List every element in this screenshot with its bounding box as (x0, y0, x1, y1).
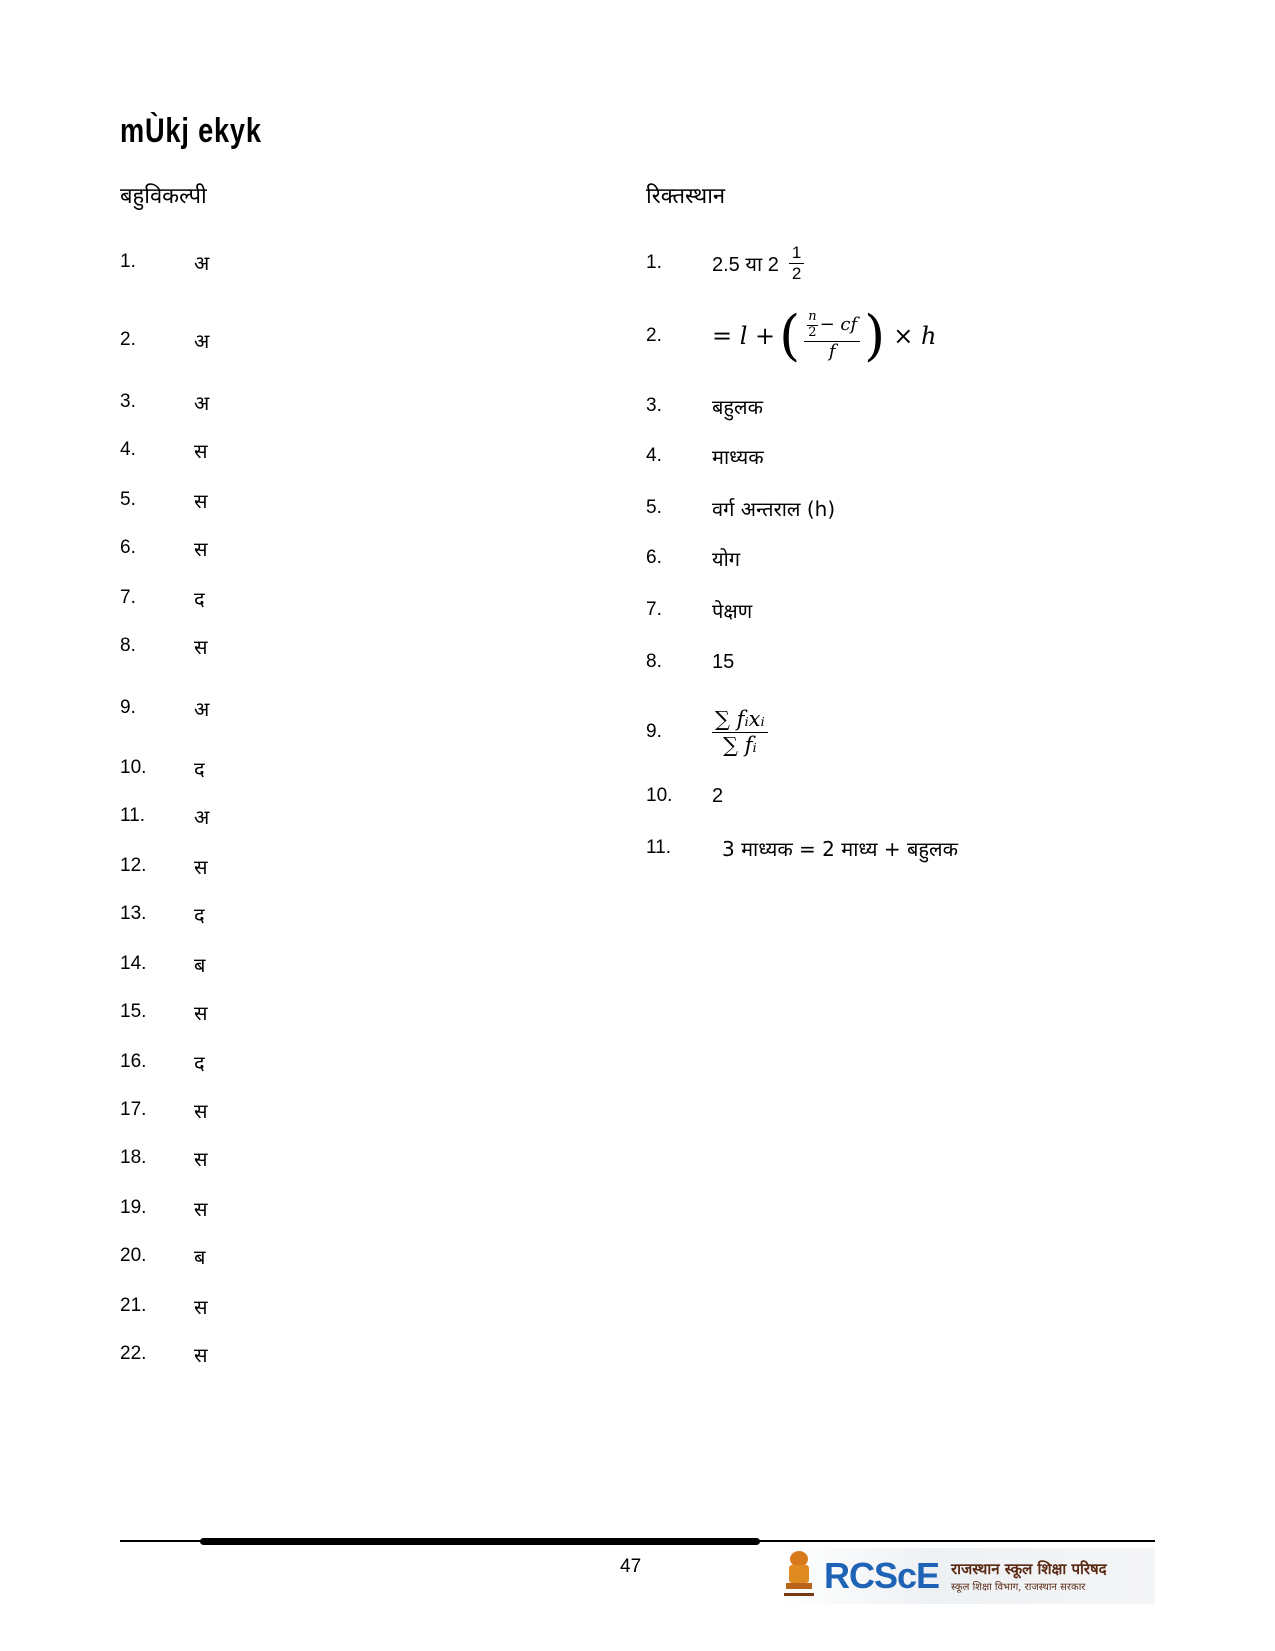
answer-number: 3. (646, 395, 662, 416)
answer-option: अ (194, 328, 210, 353)
answer-option: ब (194, 952, 206, 977)
answer-text: 3 माध्यक = 2 माध्य + बहुलक (722, 836, 958, 861)
answer-number: 13. (120, 903, 147, 924)
answer-number: 10. (120, 757, 147, 778)
right-paren: ) (864, 304, 886, 367)
mcq-heading: बहुविकल्पी (120, 184, 207, 209)
mcq-answer-row (120, 1138, 208, 1178)
answer-option: ब (194, 1244, 206, 1269)
answer-number: 1. (646, 252, 662, 273)
answer-number: 7. (646, 599, 662, 620)
answer-option: स (194, 1342, 208, 1367)
n-over-2 (807, 310, 817, 341)
answer-text: पेक्षण (712, 598, 753, 623)
mcq-answer-row (120, 992, 208, 1032)
two-symbol: 2 (808, 324, 817, 340)
fraction-numerator: ∑ fᵢxᵢ (712, 707, 768, 732)
mean-formula (712, 707, 768, 756)
mcq-answer-row (120, 320, 209, 360)
mcq-answer-row (120, 944, 205, 984)
blank-answer-1 (646, 242, 808, 284)
answer-number: 9. (120, 697, 136, 718)
mcq-answer-row (120, 242, 209, 282)
answer-text: 2 (712, 784, 724, 807)
answer-option: स (194, 634, 208, 659)
times-h: × h (893, 322, 937, 350)
brand-wordmark: RCScE (824, 1555, 940, 1596)
org-subtitle: स्कूल शिक्षा विभाग, राजस्थान सरकार (951, 1582, 1086, 1593)
answer-number: 2. (120, 329, 136, 350)
mcq-answer-row (120, 382, 209, 422)
mcq-answer-row (120, 894, 205, 934)
answer-number: 4. (646, 445, 662, 466)
mcq-answer-row (120, 1090, 208, 1130)
answer-text: माध्यक (712, 444, 764, 469)
blank-answer-7 (646, 590, 752, 630)
answer-option: द (194, 902, 205, 927)
answer-number: 6. (120, 537, 136, 558)
mcq-answer-row (120, 846, 208, 886)
fraction-denominator: 2 (791, 263, 802, 283)
answer-text: 2.5 या 2 (712, 253, 779, 276)
answer-number: 17. (120, 1099, 147, 1120)
blank-answer-9 (646, 702, 772, 762)
footer-rule-thick (200, 1538, 760, 1545)
answer-number: 2. (646, 325, 662, 346)
answer-number: 15. (120, 1001, 147, 1022)
answer-option: स (194, 1098, 208, 1123)
fraction (789, 243, 804, 283)
mcq-answer-row (120, 430, 208, 470)
answer-option: स (194, 1146, 208, 1171)
answer-number: 11. (646, 837, 672, 858)
answer-number: 7. (120, 587, 136, 608)
answer-option: द (194, 756, 205, 781)
n-symbol: n (808, 308, 817, 324)
answer-text: वर्ग अन्तराल (h) (712, 496, 836, 521)
answer-number: 1. (120, 251, 136, 272)
blank-answer-8 (646, 642, 734, 682)
median-fraction (804, 310, 860, 363)
answer-option: अ (194, 696, 210, 721)
mcq-answer-row (120, 528, 208, 568)
answer-number: 8. (646, 651, 662, 672)
fraction-numerator: 1 (789, 243, 804, 264)
mcq-answer-row (120, 1188, 208, 1228)
page-title: mÙkj ekyk (120, 112, 262, 150)
answer-number: 5. (646, 497, 662, 518)
mcq-answer-row (120, 626, 208, 666)
answer-option: अ (194, 250, 210, 275)
answer-number: 19. (120, 1197, 147, 1218)
fraction-numerator (804, 310, 860, 342)
mcq-answer-row (120, 1334, 208, 1374)
mcq-answer-row (120, 748, 205, 788)
mcq-answer-row (120, 1042, 205, 1082)
mcq-answer-row (120, 578, 205, 618)
answer-number: 11. (120, 805, 146, 826)
answer-number: 16. (120, 1051, 147, 1072)
mcq-answer-row (120, 1286, 208, 1326)
minus-cf: − cf (819, 313, 858, 335)
answer-text: योग (712, 546, 741, 571)
answer-number: 8. (120, 635, 136, 656)
mcq-answer-row (120, 480, 208, 520)
answer-option: स (194, 438, 208, 463)
blank-answer-2 (646, 304, 937, 367)
blank-answer-3 (646, 386, 763, 426)
answer-number: 6. (646, 547, 662, 568)
mcq-answer-row (120, 1236, 205, 1276)
answer-option: अ (194, 804, 210, 829)
answer-option: स (194, 1196, 208, 1221)
answer-number: 5. (120, 489, 136, 510)
answer-number: 22. (120, 1343, 147, 1364)
answer-option: अ (194, 390, 210, 415)
org-text (951, 1559, 1107, 1593)
answer-option: स (194, 536, 208, 561)
answer-option: स (194, 1294, 208, 1319)
answer-number: 14. (120, 953, 147, 974)
blank-answer-5 (646, 488, 835, 528)
blank-answer-4 (646, 436, 764, 476)
formula-lhs: = l + (712, 322, 776, 350)
state-emblem-icon (780, 1549, 818, 1603)
answer-option: द (194, 586, 205, 611)
answer-option: स (194, 854, 208, 879)
answer-number: 9. (646, 721, 662, 742)
answer-number: 18. (120, 1147, 147, 1168)
answer-number: 3. (120, 391, 136, 412)
blank-answer-6 (646, 538, 740, 578)
answer-number: 20. (120, 1245, 147, 1266)
mcq-answer-row (120, 796, 209, 836)
answer-number: 4. (120, 439, 136, 460)
answer-text: बहुलक (712, 394, 763, 419)
answer-number: 10. (646, 785, 673, 806)
blank-answer-10 (646, 776, 723, 816)
org-name: राजस्थान स्कूल शिक्षा परिषद (951, 1560, 1107, 1578)
answer-number: 12. (120, 855, 147, 876)
answer-number: 21. (120, 1295, 147, 1316)
answer-option: स (194, 488, 208, 513)
fill-blanks-heading: रिक्तस्थान (646, 184, 726, 209)
fraction-denominator: f (828, 340, 836, 362)
mcq-answer-row (120, 688, 209, 728)
rcsce-logo (780, 1548, 1155, 1604)
left-paren: ( (779, 304, 801, 367)
answer-text: 15 (712, 650, 735, 673)
blank-answer-11 (646, 828, 958, 868)
fraction-denominator: ∑ fᵢ (723, 732, 757, 757)
answer-option: द (194, 1050, 205, 1075)
page-number: 47 (620, 1556, 642, 1577)
answer-option: स (194, 1000, 208, 1025)
